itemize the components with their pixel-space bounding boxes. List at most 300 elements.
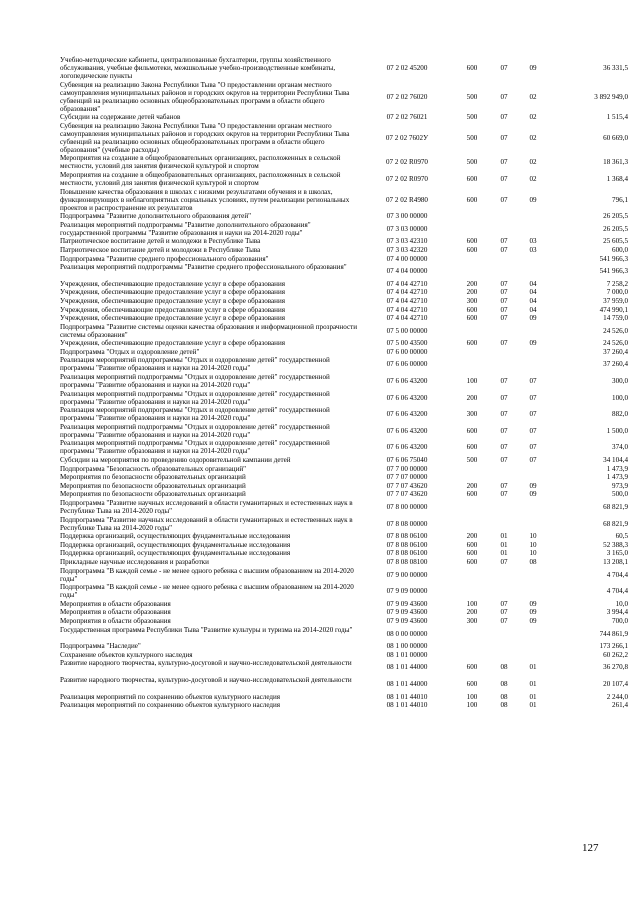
row-code: 07 4 04 42710 <box>386 279 428 288</box>
row-name: Учреждения, обеспечивающие предоставление услуг в сфере образования <box>60 296 286 305</box>
row-sum: 37 959,0 <box>603 296 628 305</box>
row-grbs: 200 <box>466 481 478 490</box>
row-sum: 36 331,5 <box>603 64 628 72</box>
row-name: Подпрограмма "Развитие системы оценки качества образования и информационной прозрачности системы образования" <box>60 322 357 339</box>
row-code: 07 5 00 00000 <box>386 326 428 335</box>
table-row <box>0 676 640 693</box>
row-sum: 10,0 <box>615 599 628 608</box>
row-grbs: 500 <box>466 133 478 142</box>
row-rz: 07 <box>500 133 508 142</box>
row-prz: 07 <box>529 456 537 465</box>
row-name: Подпрограмма "В каждой семье - не менее одного ребенка с высшим образованием на 2014-2020 годы" <box>60 583 354 600</box>
row-grbs: 600 <box>466 426 478 435</box>
table-row <box>0 659 640 676</box>
row-prz: 08 <box>529 557 537 566</box>
table-row <box>0 423 640 440</box>
row-code: 07 6 06 43200 <box>386 393 428 402</box>
row-name: Мероприятия в области образования <box>60 599 171 608</box>
row-code: 07 2 02 R4980 <box>386 195 428 204</box>
row-sum: 973,9 <box>612 481 628 490</box>
row-sum: 261,4 <box>612 701 628 710</box>
row-prz: 01 <box>529 701 537 710</box>
row-sum: 25 605,5 <box>603 237 628 246</box>
row-rz: 08 <box>500 701 508 710</box>
row-grbs: 200 <box>466 279 478 288</box>
row-sum: 34 104,4 <box>603 456 628 465</box>
row-name: Реализация мероприятий по сохранению объектов культурного наследия <box>60 692 281 701</box>
row-sum: 796,1 <box>612 195 628 204</box>
row-grbs: 500 <box>466 158 478 167</box>
row-sum: 24 526,0 <box>603 326 628 335</box>
table-row <box>0 651 640 660</box>
row-sum: 374,0 <box>612 443 628 452</box>
row-rz: 07 <box>500 92 508 101</box>
row-grbs: 600 <box>466 679 478 688</box>
row-sum: 60 262,2 <box>603 650 628 659</box>
row-grbs: 600 <box>466 663 478 672</box>
row-code: 07 6 06 43200 <box>386 410 428 419</box>
table-row <box>0 373 640 390</box>
row-sum: 474 990,1 <box>599 305 628 314</box>
table-row <box>0 549 640 558</box>
table-row <box>0 323 640 340</box>
row-sum: 26 205,5 <box>603 224 628 233</box>
row-name: Подпрограмма "Развитие среднего профессионального образования" <box>60 254 269 263</box>
row-code: 07 9 09 43600 <box>386 608 428 617</box>
row-grbs: 600 <box>466 540 478 549</box>
row-name: Субсидии на содержание детей чабанов <box>60 113 181 122</box>
row-sum: 500,0 <box>612 490 628 499</box>
row-rz: 07 <box>500 279 508 288</box>
row-name: Подпрограмма "Развитие научных исследований в области гуманитарных и естественных наук в Республике Тыва на 2014-2020 годы" <box>60 515 353 532</box>
row-grbs: 200 <box>466 608 478 617</box>
table-row <box>0 626 640 643</box>
row-rz: 08 <box>500 692 508 701</box>
row-grbs: 200 <box>466 288 478 297</box>
row-sum: 173 266,1 <box>599 642 628 651</box>
row-name: Субвенция на реализацию Закона Республики Тыва "О предоставлении органам местного самоуправления муниципальных районов и городских округов на территории Республики Тыва субвенций на реализацию основных общеобразовательных программ в области общего образования" <box>60 80 350 113</box>
table-row <box>0 263 640 280</box>
row-name: Реализация мероприятий подпрограммы "Развитие дополнительного образования" государственной программы "Развитие образования и науки на 2014-2020 годы" <box>60 220 311 237</box>
row-name: Государственная программа Республики Тыва "Развитие культуры и туризма на 2014-2020 годы" <box>60 625 353 634</box>
row-prz: 09 <box>529 195 537 204</box>
row-code: 07 8 08 06100 <box>386 532 428 541</box>
row-name: Мероприятия в области образования <box>60 616 171 625</box>
row-name: Учреждения, обеспечивающие предоставление услуг в сфере образования <box>60 314 286 323</box>
row-rz: 07 <box>500 314 508 323</box>
row-code: 08 1 00 00000 <box>386 642 428 651</box>
table-row <box>0 583 640 600</box>
row-sum: 300,0 <box>612 377 628 386</box>
row-sum: 26 205,5 <box>603 212 628 221</box>
row-code: 07 6 06 75040 <box>386 456 428 465</box>
row-sum: 1 473,9 <box>606 464 628 473</box>
row-code: 07 9 09 43600 <box>386 616 428 625</box>
row-grbs: 100 <box>466 377 478 386</box>
row-sum: 1 473,9 <box>606 473 628 482</box>
row-name: Учреждения, обеспечивающие предоставление услуг в сфере образования <box>60 288 286 297</box>
row-prz: 09 <box>529 616 537 625</box>
row-grbs: 600 <box>466 305 478 314</box>
row-grbs: 500 <box>466 456 478 465</box>
row-name: Сохранение объектов культурного наследия <box>60 650 193 659</box>
row-name: Поддержка организаций, осуществляющих фундаментальные исследования <box>60 549 291 558</box>
row-grbs: 200 <box>466 532 478 541</box>
row-grbs: 300 <box>466 410 478 419</box>
table-row <box>0 701 640 710</box>
table-row <box>0 608 640 617</box>
row-prz: 02 <box>529 113 537 122</box>
row-sum: 13 208,1 <box>603 557 628 566</box>
row-sum: 37 260,4 <box>603 347 628 356</box>
row-name: Прикладные научные исследования и разработки <box>60 557 209 566</box>
row-prz: 10 <box>529 549 537 558</box>
table-row <box>0 499 640 516</box>
row-code: 07 4 04 42710 <box>386 314 428 323</box>
table-row <box>0 465 640 474</box>
row-rz: 01 <box>500 549 508 558</box>
row-rz: 07 <box>500 296 508 305</box>
table-row <box>0 221 640 238</box>
row-grbs: 600 <box>466 339 478 348</box>
row-name: Реализация мероприятий подпрограммы "Отдых и оздоровление детей" государственной программы "Развитие образования и науки на 2014-2020 годы" <box>60 439 330 456</box>
row-code: 07 6 06 00000 <box>386 360 428 369</box>
row-sum: 541 966,3 <box>599 267 628 276</box>
row-prz: 07 <box>529 426 537 435</box>
row-code: 07 2 02 76020 <box>386 92 428 101</box>
row-grbs: 600 <box>466 314 478 323</box>
table-row <box>0 473 640 482</box>
table-row <box>0 617 640 626</box>
row-prz: 02 <box>529 92 537 101</box>
table-row <box>0 280 640 289</box>
row-prz: 02 <box>529 133 537 142</box>
row-prz: 10 <box>529 540 537 549</box>
row-sum: 68 821,9 <box>603 503 628 511</box>
table-row <box>0 532 640 541</box>
page-number: 127 <box>582 842 599 854</box>
row-rz: 07 <box>500 443 508 452</box>
row-rz: 07 <box>500 490 508 499</box>
row-sum: 700,0 <box>612 616 628 625</box>
row-grbs: 600 <box>466 490 478 499</box>
table-row <box>0 482 640 491</box>
row-sum: 541 966,3 <box>599 254 628 263</box>
row-name: Мероприятия по безопасности образовательных организаций <box>60 490 246 499</box>
row-rz: 07 <box>500 616 508 625</box>
row-prz: 04 <box>529 279 537 288</box>
row-prz: 09 <box>529 490 537 499</box>
row-code: 07 4 04 00000 <box>386 267 428 276</box>
row-code: 08 1 01 44010 <box>386 692 428 701</box>
row-code: 07 6 06 43200 <box>386 426 428 435</box>
row-prz: 01 <box>529 679 537 688</box>
row-code: 07 3 03 00000 <box>386 224 428 233</box>
row-code: 07 8 08 06100 <box>386 540 428 549</box>
row-name: Подпрограмма "Безопасность образовательных организаций" <box>60 464 247 473</box>
row-sum: 4 704,4 <box>606 570 628 579</box>
table-row <box>0 541 640 550</box>
row-prz: 04 <box>529 296 537 305</box>
row-rz: 07 <box>500 195 508 204</box>
row-grbs: 600 <box>466 174 478 183</box>
table-row <box>0 558 640 567</box>
row-grbs: 600 <box>466 195 478 204</box>
row-grbs: 600 <box>466 245 478 254</box>
row-prz: 09 <box>529 314 537 323</box>
row-rz: 07 <box>500 288 508 297</box>
row-grbs: 100 <box>466 701 478 710</box>
row-sum: 52 388,3 <box>603 540 628 549</box>
row-name: Патриотическое воспитание детей и молодежи в Республике Тыва <box>60 245 261 254</box>
row-name: Реализация мероприятий подпрограммы "Отдых и оздоровление детей" государственной программы "Развитие образования и науки на 2014-2020 годы" <box>60 389 330 406</box>
row-code: 07 8 08 06100 <box>386 549 428 558</box>
row-code: 07 8 08 08100 <box>386 557 428 566</box>
row-code: 07 7 00 00000 <box>386 464 428 473</box>
row-prz: 01 <box>529 692 537 701</box>
row-rz: 07 <box>500 599 508 608</box>
row-grbs: 100 <box>466 692 478 701</box>
row-grbs: 600 <box>466 443 478 452</box>
row-prz: 04 <box>529 288 537 297</box>
row-code: 07 2 02 R0970 <box>386 174 428 183</box>
row-grbs: 600 <box>466 64 478 72</box>
row-code: 07 2 02 45200 <box>386 64 428 72</box>
row-grbs: 300 <box>466 296 478 305</box>
row-code: 07 3 00 00000 <box>386 212 428 221</box>
row-rz: 07 <box>500 393 508 402</box>
row-prz: 07 <box>529 393 537 402</box>
row-prz: 09 <box>529 64 537 72</box>
row-name: Подпрограмма "В каждой семье - не менее одного ребенка с высшим образованием на 2014-2020 годы" <box>60 566 354 583</box>
row-code: 08 0 00 00000 <box>386 629 428 638</box>
row-code: 07 7 07 43620 <box>386 481 428 490</box>
row-name: Подпрограмма "Развитие дополнительного образования детей" <box>60 212 252 221</box>
table-row <box>0 212 640 221</box>
row-rz: 07 <box>500 174 508 183</box>
row-grbs: 600 <box>466 549 478 558</box>
row-code: 07 6 06 43200 <box>386 443 428 452</box>
row-name: Развитие народного творчества, культурно-досуговой и научно-исследовательской деятельности <box>60 675 352 684</box>
row-rz: 07 <box>500 113 508 122</box>
row-code: 08 1 01 00000 <box>386 650 428 659</box>
row-rz: 07 <box>500 339 508 348</box>
table-row <box>0 490 640 499</box>
row-rz: 01 <box>500 532 508 541</box>
table-row <box>0 516 640 533</box>
row-name: Мероприятия по безопасности образовательных организаций <box>60 481 246 490</box>
row-name: Поддержка организаций, осуществляющих фундаментальные исследования <box>60 540 291 549</box>
row-sum: 7 000,0 <box>606 288 628 297</box>
row-grbs: 500 <box>466 113 478 122</box>
row-sum: 1 500,0 <box>606 426 628 435</box>
table-row <box>0 339 640 348</box>
row-code: 07 9 09 43600 <box>386 599 428 608</box>
table-row <box>0 567 640 584</box>
row-name: Реализация мероприятий подпрограммы "Отдых и оздоровление детей" государственной программы "Развитие образования и науки на 2014-2020 годы" <box>60 406 330 423</box>
row-prz: 09 <box>529 599 537 608</box>
row-code: 08 1 01 44000 <box>386 663 428 672</box>
row-code: 07 6 06 43200 <box>386 377 428 386</box>
row-sum: 60 669,0 <box>603 133 628 142</box>
row-rz: 07 <box>500 426 508 435</box>
row-name: Мероприятия в области образования <box>60 608 171 617</box>
row-name: Патриотическое воспитание детей и молодежи в Республике Тыва <box>60 237 261 246</box>
row-sum: 4 704,4 <box>606 587 628 596</box>
row-name: Учреждения, обеспечивающие предоставление услуг в сфере образования <box>60 305 286 314</box>
row-name: Реализация мероприятий по сохранению объектов культурного наследия <box>60 701 281 710</box>
row-code: 07 7 07 43620 <box>386 490 428 499</box>
table-row <box>0 600 640 609</box>
row-sum: 2 244,0 <box>606 692 628 701</box>
row-rz: 07 <box>500 64 508 72</box>
row-rz: 08 <box>500 663 508 672</box>
row-rz: 01 <box>500 540 508 549</box>
row-prz: 04 <box>529 305 537 314</box>
row-grbs: 600 <box>466 557 478 566</box>
table-row <box>0 188 640 213</box>
row-sum: 3 994,4 <box>606 608 628 617</box>
row-sum: 882,0 <box>612 410 628 419</box>
table-row <box>0 154 640 171</box>
row-code: 07 4 04 42710 <box>386 305 428 314</box>
row-name: Мероприятия на создание в общеобразовательных организациях, расположенных в сельской местности, условий для занятия физической культурой и спортом <box>60 170 341 187</box>
table-row <box>0 237 640 246</box>
row-sum: 3 165,0 <box>606 549 628 558</box>
row-code: 07 4 04 42710 <box>386 288 428 297</box>
row-prz: 03 <box>529 237 537 246</box>
table-row <box>0 246 640 255</box>
row-code: 07 9 09 00000 <box>386 587 428 596</box>
row-rz: 07 <box>500 158 508 167</box>
row-rz: 07 <box>500 456 508 465</box>
row-name: Реализация мероприятий подпрограммы "Отдых и оздоровление детей" государственной программы "Развитие образования и науки на 2014-2020 годы" <box>60 422 330 439</box>
row-name: Поддержка организаций, осуществляющих фундаментальные исследования <box>60 532 291 541</box>
table-row <box>0 56 640 81</box>
row-rz: 07 <box>500 608 508 617</box>
row-grbs: 600 <box>466 237 478 246</box>
row-sum: 14 759,0 <box>603 314 628 323</box>
row-rz: 07 <box>500 557 508 566</box>
table-row <box>0 255 640 264</box>
row-code: 07 3 03 42320 <box>386 245 428 254</box>
row-sum: 18 361,3 <box>603 158 628 167</box>
row-code: 07 3 03 42310 <box>386 237 428 246</box>
table-row <box>0 113 640 122</box>
row-name: Подпрограмма "Развитие научных исследований в области гуманитарных и естественных наук в Республике Тыва на 2014-2020 годы" <box>60 499 353 515</box>
row-name: Мероприятия по безопасности образовательных организаций <box>60 473 246 482</box>
row-prz: 07 <box>529 410 537 419</box>
row-rz: 07 <box>500 237 508 246</box>
row-prz: 09 <box>529 481 537 490</box>
row-rz: 07 <box>500 410 508 419</box>
row-code: 07 4 00 00000 <box>386 254 428 263</box>
row-prz: 10 <box>529 532 537 541</box>
row-code: 08 1 01 44000 <box>386 679 428 688</box>
row-name: Реализация мероприятий подпрограммы "Отдых и оздоровление детей" государственной программы "Развитие образования и науки на 2014-2020 годы" <box>60 356 330 373</box>
table-row <box>0 348 640 357</box>
table-row <box>0 171 640 188</box>
row-sum: 7 258,2 <box>606 279 628 288</box>
row-name: Подпрограмма "Наследие" <box>60 642 141 651</box>
table-row <box>0 390 640 407</box>
row-sum: 600,0 <box>612 245 628 254</box>
row-sum: 60,5 <box>615 532 628 541</box>
table-row <box>0 81 640 114</box>
row-name: Реализация мероприятий подпрограммы "Развитие среднего профессионального образования" <box>60 263 347 272</box>
row-rz: 08 <box>500 679 508 688</box>
row-sum: 24 526,0 <box>603 339 628 348</box>
row-prz: 02 <box>529 158 537 167</box>
table-row <box>0 693 640 702</box>
row-prz: 02 <box>529 174 537 183</box>
row-name: Повышение качества образования в школах с низкими результатами обучения и в школах, функционирующих в неблагоприятных социальных условиях, путем реализации региональных проектов и распространение их результатов <box>60 187 350 212</box>
row-sum: 37 260,4 <box>603 360 628 369</box>
row-sum: 1 368,4 <box>606 174 628 183</box>
row-name: Субвенция на реализацию Закона Республики Тыва "О предоставлении органам местного самоуправления муниципальных районов и городских округов на территории Республики Тыва субвенций на реализацию основных общеобразовательных программ в области общего образования" (учебные расходы) <box>60 121 350 154</box>
row-sum: 20 107,4 <box>603 679 628 688</box>
row-code: 07 9 00 00000 <box>386 570 428 579</box>
row-prz: 07 <box>529 377 537 386</box>
row-prz: 01 <box>529 663 537 672</box>
row-sum: 36 270,8 <box>603 663 628 672</box>
row-name: Подпрограмма "Отдых и оздоровление детей" <box>60 347 200 356</box>
row-sum: 3 892 949,0 <box>594 92 628 101</box>
row-rz: 07 <box>500 377 508 386</box>
row-prz: 09 <box>529 608 537 617</box>
row-sum: 100,0 <box>612 393 628 402</box>
table-row <box>0 314 640 323</box>
row-name: Субсидии на мероприятия по проведению оздоровительной кампании детей <box>60 456 291 465</box>
table-row <box>0 642 640 651</box>
row-code: 08 1 01 44010 <box>386 701 428 710</box>
row-name: Учреждения, обеспечивающие предоставление услуг в сфере образования <box>60 339 286 348</box>
row-name: Учебно-методические кабинеты, централизованные бухгалтерии, группы хозяйственного обслуживания, учебные фильмотеки, межшкольные учебно-производственные комбинаты, логопедические пункты <box>60 56 336 80</box>
row-code: 07 4 04 42710 <box>386 296 428 305</box>
row-sum: 744 861,9 <box>599 629 628 638</box>
row-name: Реализация мероприятий подпрограммы "Отдых и оздоровление детей" государственной программы "Развитие образования и науки на 2014-2020 годы" <box>60 373 330 390</box>
budget-table <box>0 56 640 710</box>
row-grbs: 100 <box>466 599 478 608</box>
row-prz: 07 <box>529 443 537 452</box>
table-row <box>0 356 640 373</box>
row-code: 07 6 00 00000 <box>386 347 428 356</box>
row-name: Мероприятия на создание в общеобразовательных организациях, расположенных в сельской местности, условий для занятия физической культурой и спортом <box>60 154 341 171</box>
row-code: 07 7 07 00000 <box>386 473 428 482</box>
row-rz: 07 <box>500 245 508 254</box>
row-grbs: 200 <box>466 393 478 402</box>
table-row <box>0 406 640 423</box>
row-code: 07 8 00 00000 <box>386 503 428 511</box>
row-grbs: 500 <box>466 92 478 101</box>
row-prz: 03 <box>529 245 537 254</box>
row-rz: 07 <box>500 481 508 490</box>
table-row <box>0 297 640 306</box>
table-row <box>0 456 640 465</box>
row-code: 07 2 02 R0970 <box>386 158 428 167</box>
row-name: Учреждения, обеспечивающие предоставление услуг в сфере образования <box>60 279 286 288</box>
row-code: 07 2 02 76021 <box>386 113 428 122</box>
row-rz: 07 <box>500 305 508 314</box>
row-prz: 09 <box>529 339 537 348</box>
row-name: Развитие народного творчества, культурно-досуговой и научно-исследовательской деятельности <box>60 659 352 668</box>
table-row <box>0 306 640 315</box>
table-row <box>0 122 640 155</box>
row-grbs: 300 <box>466 616 478 625</box>
table-row <box>0 288 640 297</box>
row-code: 07 5 00 43500 <box>386 339 428 348</box>
row-code: 07 2 02 7602У <box>385 133 429 142</box>
